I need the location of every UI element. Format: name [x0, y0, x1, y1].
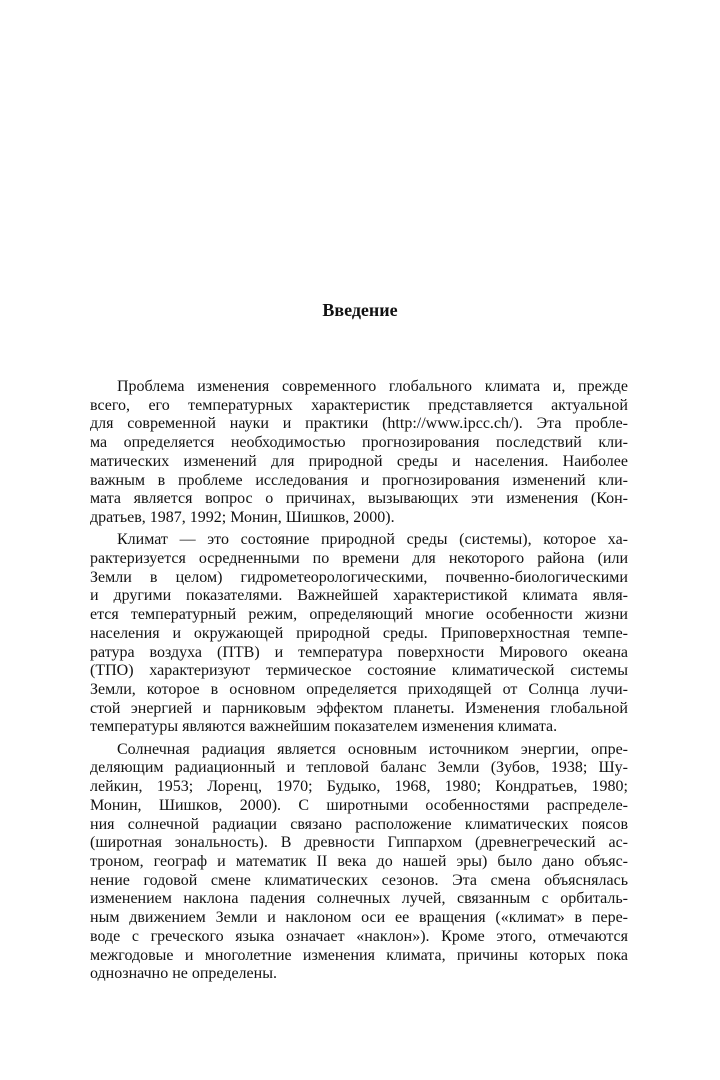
text-line: воде с греческого языка означает «наклон»). Кроме этого, отмечаются [90, 927, 628, 945]
text-line: матических изменений для природной среды и населения. Наиболее [90, 452, 628, 470]
text-line: рактеризуется осредненными по времени для некоторого района (или [90, 549, 628, 567]
text-line: и другими показателями. Важнейшей характеристикой климата явля- [90, 587, 628, 605]
text-line: Солнечная радиация является основным источником энергии, опре- [117, 740, 628, 758]
paragraph-1 [90, 378, 628, 528]
text-line: троном, географ и математик II века до нашей эры) было дано объяс- [90, 852, 628, 870]
paragraph-3 [90, 741, 628, 984]
paragraph-2 [90, 531, 628, 737]
text-line: температуры являются важнейшим показателем изменения климата. [90, 718, 558, 736]
text-line: однозначно не определены. [90, 965, 277, 983]
text-line: стой энергией и парниковым эффектом планеты. Изменения глобальной [90, 699, 628, 717]
text-line: ным движением Земли и наклоном оси ее вращения («климат» в пере- [90, 909, 628, 927]
text-line: населения и окружающей природной среды. Приповерхностная темпе- [90, 624, 628, 642]
text-line: (ТПО) характеризуют термическое состояние климатической системы [90, 662, 628, 680]
text-line: лейкин, 1953; Лоренц, 1970; Будыко, 1968, 1980; Кондратьев, 1980; [90, 778, 628, 796]
text-line: дратьев, 1987, 1992; Монин, Шишков, 2000). [90, 509, 395, 527]
text-line: изменением наклона падения солнечных лучей, связанным с орбиталь- [90, 890, 628, 908]
text-line: нение годовой смене климатических сезонов. Эта смена объяснялась [90, 871, 628, 889]
text-line: Земли, которое в основном определяется приходящей от Солнца лучи- [90, 681, 628, 698]
page-title: Введение [322, 300, 398, 320]
text-line: ратура воздуха (ПТВ) и температура поверхности Мирового океана [90, 643, 628, 661]
text-line: (широтная зональность). В древности Гиппархом (древнегреческий ас- [90, 834, 628, 852]
body-text [90, 378, 628, 988]
text-line: Земли в целом) гидрометеорологическими, почвенно-биологическими [90, 568, 628, 586]
text-line: важным в проблеме исследования и прогнозирования изменений кли- [90, 471, 628, 489]
text-line: Проблема изменения современного глобального климата и, прежде [117, 378, 628, 395]
text-line: межгодовые и многолетние изменения климата, причины которых пока [90, 946, 628, 964]
text-line: ется температурный режим, определяющий многие особенности жизни [90, 606, 628, 624]
text-line: мата является вопрос о причинах, вызывающих эти изменения (Кон- [90, 490, 628, 508]
text-line: деляющим радиационный и тепловой баланс Земли (Зубов, 1938; Шу- [90, 759, 628, 777]
text-line: для современной науки и практики (http://www.ipcc.ch/). Эта пробле- [90, 415, 628, 433]
text-line: ма определяется необходимостью прогнозирования последствий кли- [90, 434, 628, 452]
text-line: всего, его температурных характеристик представляется актуальной [90, 396, 628, 414]
text-line: ния солнечной радиации связано расположение климатических поясов [90, 815, 628, 833]
text-line: Монин, Шишков, 2000). С широтными особенностями распределе- [90, 796, 628, 814]
text-line: Климат — это состояние природной среды (системы), которое ха- [117, 531, 628, 549]
